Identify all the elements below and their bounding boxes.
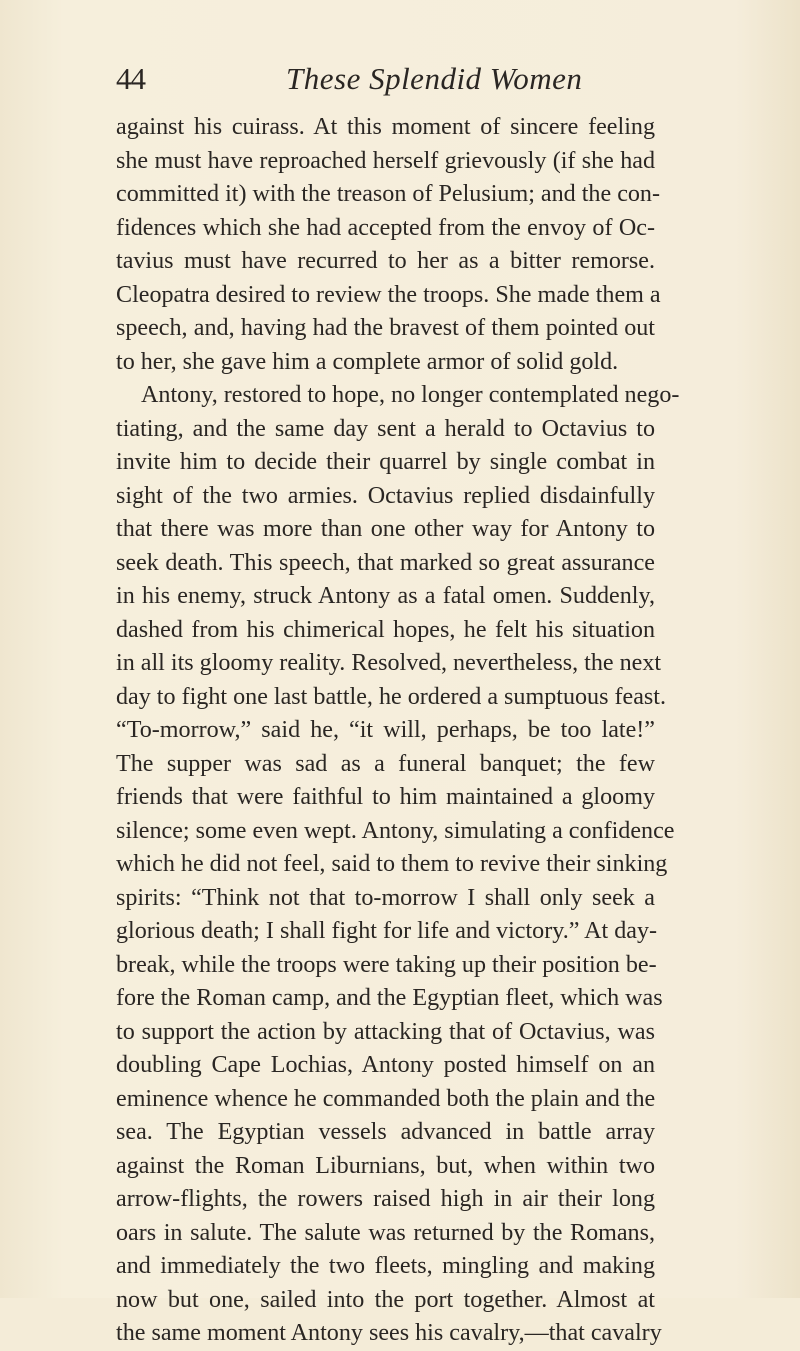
text-line: against his cuirass. At this moment of sincere feeling bbox=[116, 114, 655, 140]
text-line: fidences which she had accepted from the envoy of Oc- bbox=[116, 214, 655, 241]
text-line: friends that were faithful to him maintained a gloomy bbox=[116, 784, 655, 810]
text-line: oars in salute. The salute was returned by the Romans, bbox=[116, 1219, 655, 1246]
text-line: day to fight one last battle, he ordered a sumptuous feast. bbox=[116, 683, 666, 710]
text-line: against the Roman Liburnians, but, when within two bbox=[116, 1152, 655, 1179]
text-line: now but one, sailed into the port together. Almost at bbox=[116, 1286, 655, 1313]
text-line: “To-morrow,” said he, “it will, perhaps, be too late!” bbox=[116, 717, 655, 743]
text-line: arrow-flights, the rowers raised high in air their long bbox=[116, 1186, 655, 1212]
text-line: in all its gloomy reality. Resolved, nevertheless, the next bbox=[116, 650, 662, 676]
text-line: dashed from his chimerical hopes, he felt his situation bbox=[116, 616, 655, 643]
page-number: 44 bbox=[116, 61, 145, 96]
text-line: and immediately the two fleets, mingling and making bbox=[116, 1253, 655, 1279]
text-line: tiating, and the same day sent a herald to Octavius to bbox=[116, 415, 655, 442]
text-line: to support the action by attacking that of Octavius, was bbox=[116, 1018, 655, 1045]
text-line: fore the Roman camp, and the Egyptian fleet, which was bbox=[116, 985, 663, 1011]
text-line: doubling Cape Lochias, Antony posted himself on an bbox=[116, 1052, 655, 1078]
text-line: glorious death; I shall fight for life and victory.” At day- bbox=[116, 918, 658, 944]
body-text bbox=[116, 111, 680, 1351]
text-line: to her, she gave him a complete armor of solid gold. bbox=[116, 348, 619, 375]
text-line: sea. The Egyptian vessels advanced in battle array bbox=[116, 1119, 655, 1145]
text-line: spirits: “Think not that to-morrow I shall only seek a bbox=[116, 884, 655, 911]
text-line: which he did not feel, said to them to revive their sinking bbox=[116, 851, 668, 877]
text-line: invite him to decide their quarrel by single combat in bbox=[116, 449, 655, 475]
text-line: silence; some even wept. Antony, simulating a confidence bbox=[116, 817, 675, 844]
page-header bbox=[116, 56, 656, 102]
text-line: Cleopatra desired to review the troops. She made them a bbox=[116, 281, 661, 308]
text-line: break, while the troops were taking up their position be- bbox=[116, 951, 657, 978]
paragraph bbox=[116, 379, 680, 1351]
text-line: she must have reproached herself grievously (if she had bbox=[116, 147, 655, 174]
text-line: eminence whence he commanded both the plain and the bbox=[116, 1085, 656, 1112]
running-title: These Splendid Women bbox=[286, 61, 583, 96]
text-line: speech, and, having had the bravest of them pointed out bbox=[116, 315, 655, 341]
paragraph bbox=[116, 111, 661, 379]
text-line: sight of the two armies. Octavius replied disdainfully bbox=[116, 482, 655, 509]
text-line: in his enemy, struck Antony as a fatal omen. Suddenly, bbox=[116, 583, 655, 609]
text-line: The supper was sad as a funeral banquet; the few bbox=[116, 750, 655, 777]
text-line: the same moment Antony sees his cavalry,—that cavalry bbox=[116, 1320, 662, 1346]
text-line: Antony, restored to hope, no longer contemplated nego- bbox=[141, 382, 680, 408]
text-line: tavius must have recurred to her as a bitter remorse. bbox=[116, 248, 655, 274]
text-line: seek death. This speech, that marked so great assurance bbox=[116, 549, 655, 576]
text-line: that there was more than one other way for Antony to bbox=[116, 516, 655, 542]
text-line: committed it) with the treason of Pelusium; and the con- bbox=[116, 181, 661, 207]
